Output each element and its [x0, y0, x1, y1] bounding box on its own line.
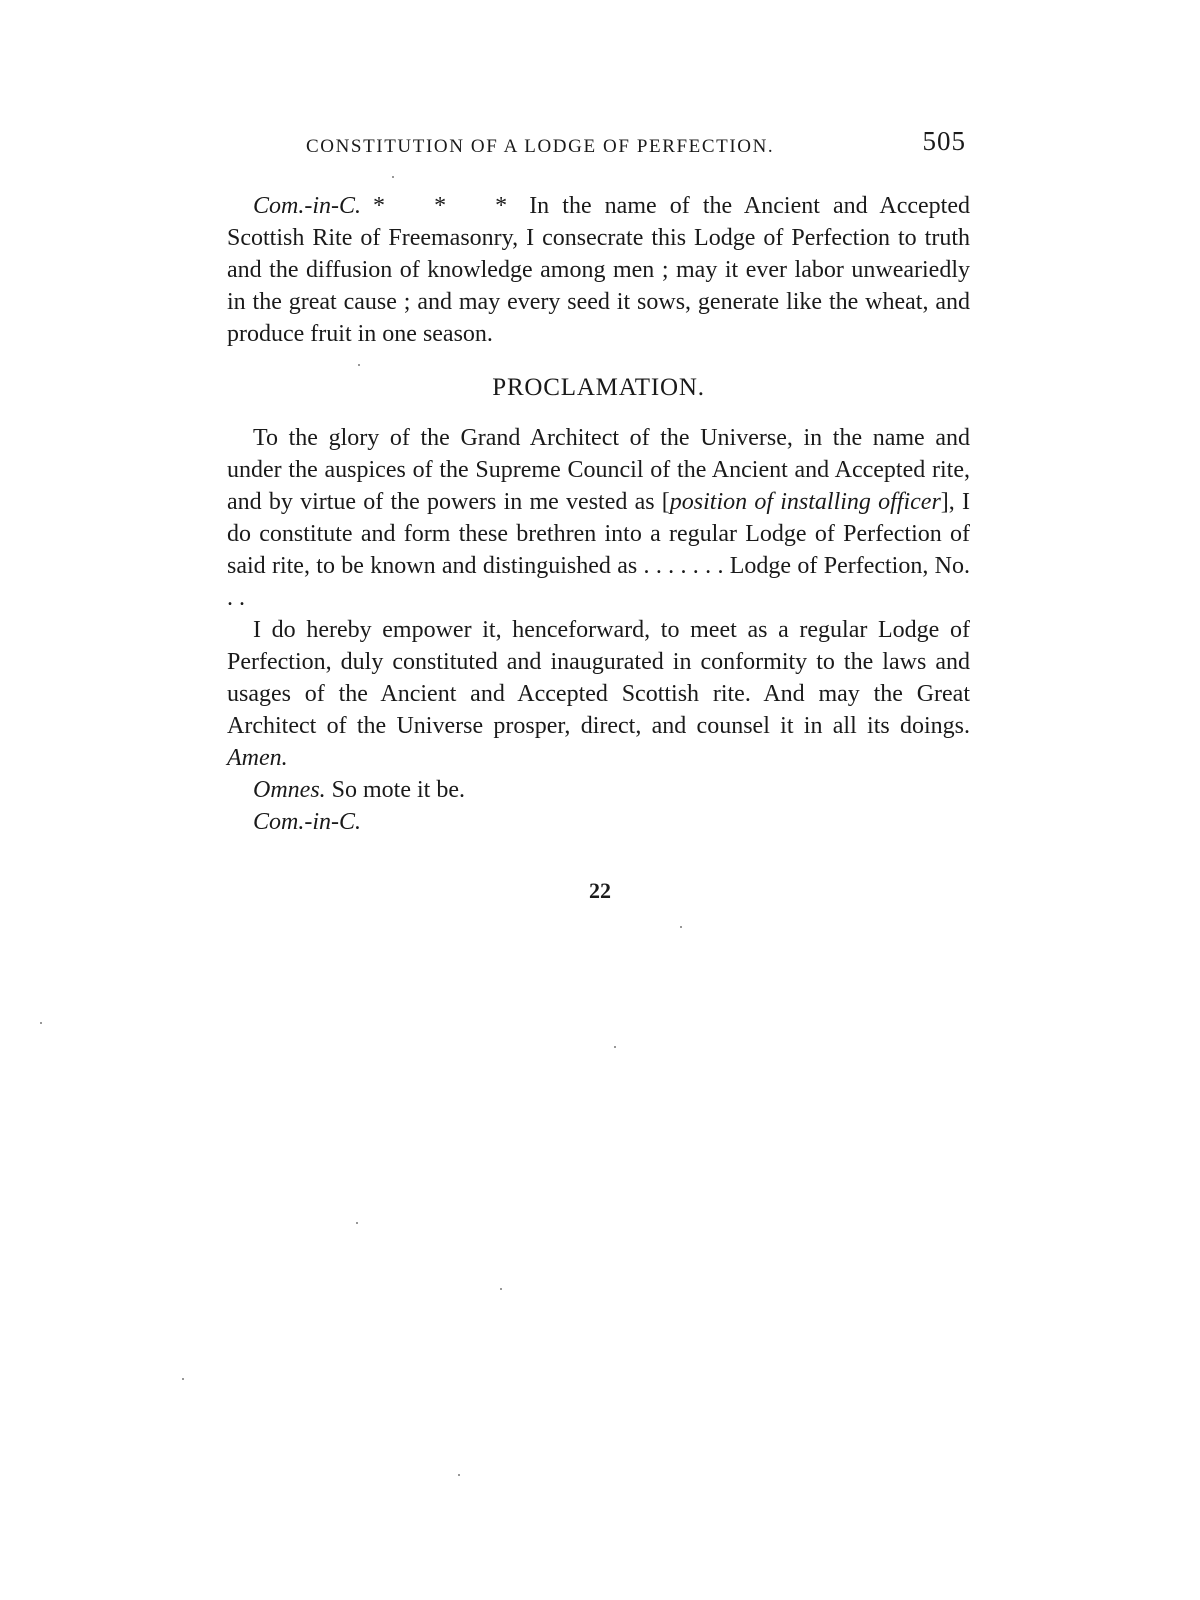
paper-speck	[458, 1474, 460, 1476]
body-text	[227, 190, 970, 838]
running-head	[306, 126, 966, 166]
paper-speck	[356, 1222, 358, 1224]
paper-speck	[40, 1022, 42, 1024]
installing-officer-placeholder: position of installing officer	[669, 489, 941, 515]
speaker-label: Omnes.	[253, 777, 326, 803]
closing-speaker-paragraph	[227, 806, 970, 838]
amen-word: Amen.	[227, 745, 288, 771]
proclamation-paragraph	[227, 422, 970, 614]
paper-speck	[614, 1046, 616, 1048]
running-title: CONSTITUTION OF A LODGE OF PERFECTION.	[306, 136, 775, 157]
proclamation-text-end: ], I do constitute and form these brethren into a regular Lodge of Perfection of said rite, to be known and distinguished as . . . . . . . Lodge of Perfection, No. . .	[227, 489, 971, 611]
paper-speck	[358, 364, 360, 366]
page-number: 505	[922, 126, 966, 156]
response-text: So mote it be.	[331, 777, 465, 803]
empowerment-paragraph	[227, 614, 970, 774]
asterisks: * * *	[373, 193, 526, 219]
section-heading: PROCLAMATION.	[492, 374, 705, 401]
paper-speck	[392, 176, 394, 178]
response-paragraph	[227, 774, 970, 806]
empowerment-text: I do hereby empower it, henceforward, to meet as a regular Lodge of Perfection, duly constituted and inaugurated in conformity to the laws and usages of the Ancient and Accepted Scottish rite. And may the Great Architect of the Universe prosper, direct, and counsel it in all its doings.	[227, 617, 970, 739]
proclamation-text-start: To the glory of the Grand Architect of the Universe, in the name and under the auspices of the Supreme Council of the Ancient and Accepted rite, and by virtue of the powers in me vested as [	[227, 425, 970, 515]
paper-speck	[500, 1288, 502, 1290]
paper-speck	[182, 1378, 184, 1380]
speaker-label: Com.-in-C.	[253, 193, 361, 219]
speaker-label: Com.-in-C.	[253, 809, 361, 835]
paper-speck	[680, 926, 682, 928]
signature-mark: 22	[589, 878, 611, 903]
consecration-paragraph	[227, 190, 970, 350]
consecration-text: In the name of the Ancient and Accepted Scottish Rite of Freemasonry, I consecrate this Lodge of Perfection to truth and the diffusion of knowledge among men ; may it ever labor unweariedly in the great cause ; and may every seed it sows, generate like the wheat, and produce fruit in one season.	[227, 193, 971, 347]
